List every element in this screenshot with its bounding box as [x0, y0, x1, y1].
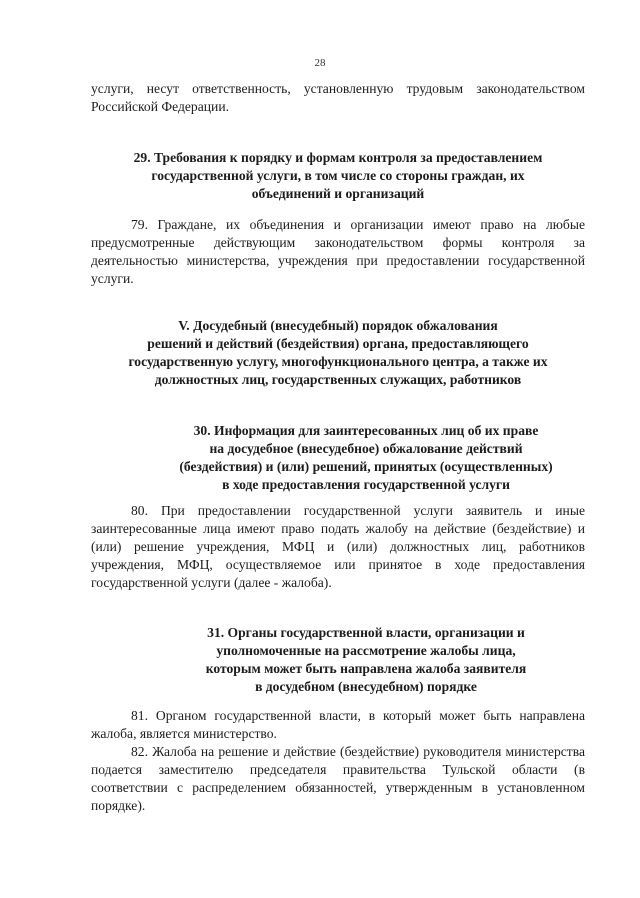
page-number: 28	[314, 57, 326, 69]
paragraph-80: 80. При предоставлении государственной услуги заявитель и иные заинтересованные лица имеют право подать жалобу на действие (бездействие) и (или) решение учреждения, МФЦ и (или) должностных лиц, работников учреждения, МФЦ, осуществляемое или принятое в ходе предоставления государственной услуги (далее - жалоба).	[91, 503, 585, 590]
heading-line: 31. Органы государственной власти, организации и	[207, 625, 525, 640]
heading-line: 29. Требования к порядку и формам контроля за предоставлением	[133, 150, 543, 165]
heading-line: решений и действий (бездействия) органа, предоставляющего	[147, 336, 529, 351]
heading-section-30	[150, 422, 582, 494]
heading-section-v	[91, 317, 585, 389]
heading-line: объединений и организаций	[251, 186, 425, 201]
heading-section-31	[150, 624, 582, 696]
heading-line: в ходе предоставления государственной услуги	[222, 477, 510, 492]
heading-line: которым может быть направлена жалоба заявителя	[205, 661, 527, 676]
heading-line: (бездействия) и (или) решений, принятых (осуществленных)	[179, 459, 553, 474]
heading-line: государственной услуги, в том числе со стороны граждан, их	[151, 168, 525, 183]
heading-line: уполномоченные на рассмотрение жалобы лица,	[216, 643, 516, 658]
heading-line: государственную услугу, многофункционального центра, а также их	[128, 354, 548, 369]
heading-section-29	[91, 149, 585, 203]
heading-line: должностных лиц, государственных служащих, работников	[154, 372, 522, 387]
heading-line: 30. Информация для заинтересованных лиц об их праве	[193, 423, 539, 438]
paragraph-79: 79. Граждане, их объединения и организации имеют право на любые предусмотренные действующим законодательством формы контроля за деятельностью министерства, учреждения при предоставлении государственной услуги.	[91, 217, 585, 286]
heading-line: на досудебное (внесудебное) обжалование действий	[209, 441, 523, 456]
paragraph-82: 82. Жалоба на решение и действие (бездействие) руководителя министерства подается заместителю председателя правительства Тульской области (в соответствии с распределением обязанностей, утвержденным в установленном порядке).	[91, 744, 585, 813]
paragraph-81: 81. Органом государственной власти, в который может быть направлена жалоба, является министерство.	[91, 708, 585, 741]
heading-line: в досудебном (внесудебном) порядке	[255, 679, 477, 694]
heading-line: V. Досудебный (внесудебный) порядок обжалования	[178, 318, 498, 333]
paragraph-continuation: услуги, несут ответственность, установленную трудовым законодательством Российской Федерации.	[91, 81, 585, 114]
